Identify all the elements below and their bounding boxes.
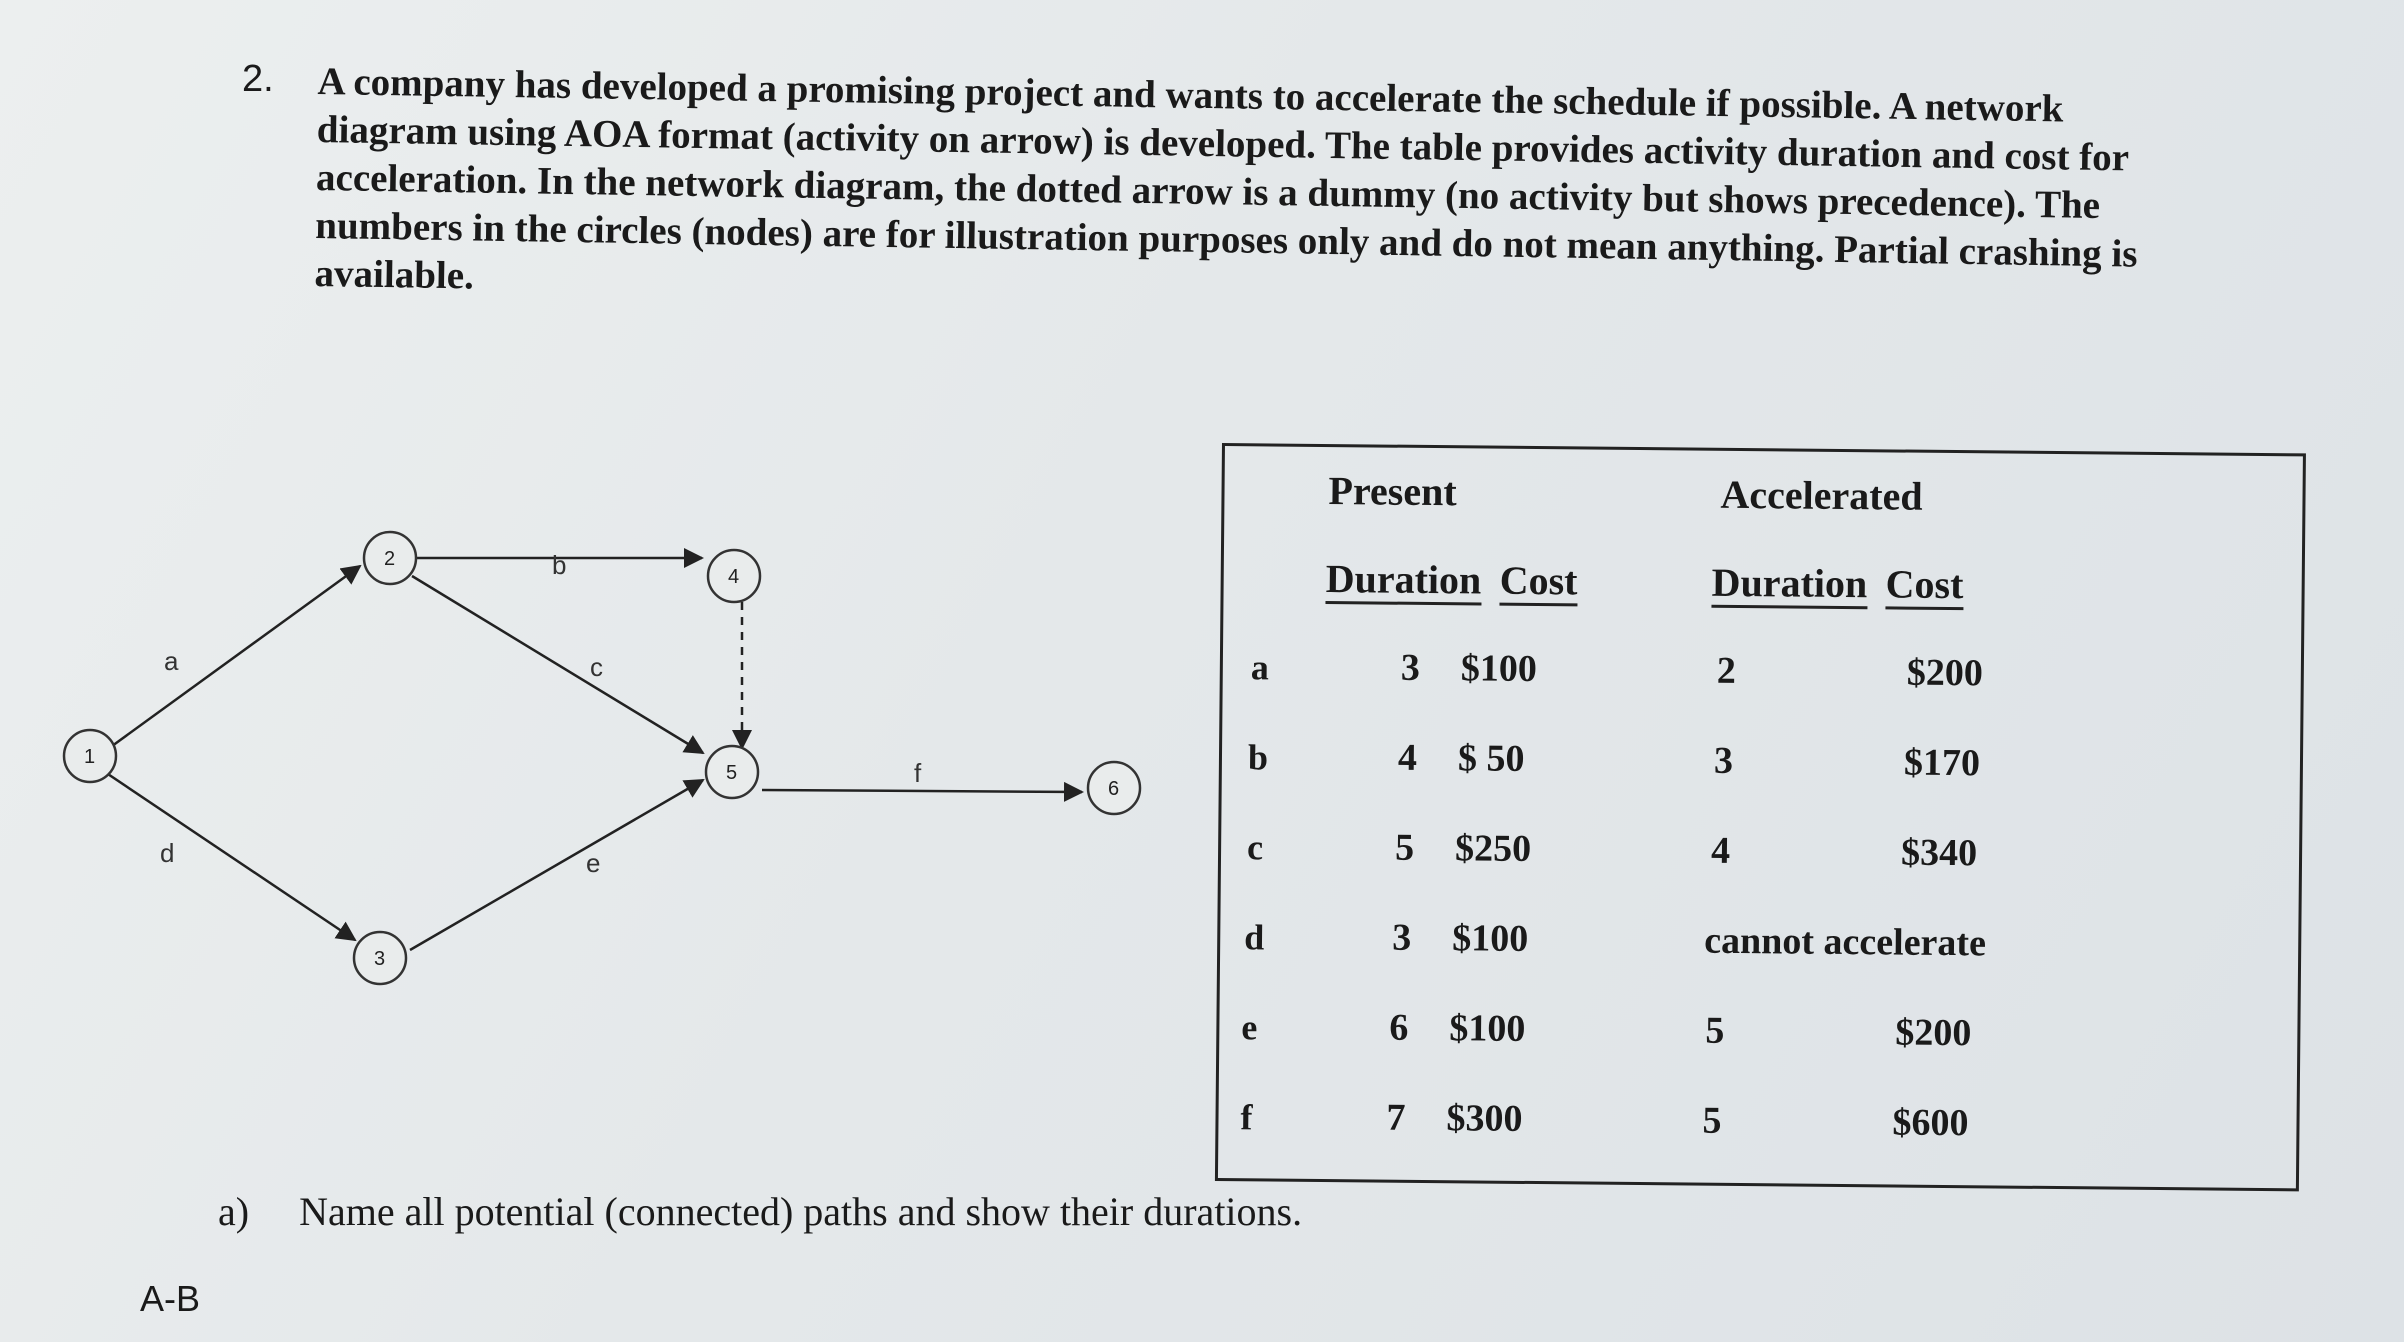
present-cost-b: $ 50: [1457, 737, 1525, 780]
activity-f: f: [1240, 1097, 1253, 1138]
edge-d-label: d: [160, 838, 175, 868]
accelerated-cost-subheader: Cost: [1885, 562, 1963, 610]
problem-number: 2.: [242, 58, 274, 100]
present-cost-f: $300: [1446, 1097, 1523, 1140]
accelerated-cost-e: $200: [1895, 1011, 1972, 1055]
accelerated-cost-f: $600: [1892, 1101, 1969, 1145]
edge-f-label: f: [914, 758, 922, 788]
edge-a-label: a: [164, 646, 179, 676]
handwritten-answer: A-B: [140, 1278, 201, 1319]
accelerated-duration-e: 5: [1705, 1009, 1725, 1052]
edge-a: [90, 566, 360, 762]
present-duration-b: 4: [1397, 736, 1418, 779]
node-5-label: 5: [726, 762, 738, 784]
activity-b: b: [1247, 737, 1269, 778]
present-cost-subheader: Cost: [1499, 559, 1577, 607]
node-2-label: 2: [384, 548, 396, 570]
present-header: Present: [1328, 468, 1457, 515]
node-3-label: 3: [374, 948, 386, 970]
present-cost-d: $100: [1452, 917, 1529, 960]
activity-c: c: [1246, 827, 1264, 868]
present-duration-d: 3: [1392, 916, 1412, 959]
node-4-label: 4: [728, 566, 740, 588]
present-duration-c: 5: [1394, 826, 1415, 869]
question-text: Name all potential (connected) paths and show their durations.: [299, 1189, 1303, 1234]
edge-f: [762, 790, 1082, 792]
problem-statement: A company has developed a promising project and wants to accelerate the schedule if possible. A network diagram using AOA format (activity on arrow) is developed. The table provides activity duration and cost for acceleration. In the network diagram, the dotted arrow is a dummy (no activity but shows precedence). The numbers in the circles (nodes) are for illustration purposes only and do not mean anything. Partial crashing is available.: [314, 59, 2138, 298]
present-cost-a: $100: [1460, 647, 1538, 691]
edge-c: [412, 576, 703, 753]
accelerated-cost-b: $170: [1903, 741, 1981, 785]
edge-c-label: c: [590, 652, 603, 682]
present-duration-f: 7: [1386, 1096, 1406, 1139]
edge-e: [410, 780, 703, 950]
node-6-label: 6: [1108, 778, 1120, 800]
accelerated-header: Accelerated: [1720, 471, 1923, 519]
present-duration-subheader: Duration: [1325, 557, 1481, 605]
activity-d: d: [1244, 917, 1265, 958]
question-label: a): [218, 1189, 250, 1234]
aoa-network-diagram: [60, 520, 1180, 1020]
accelerated-note-d: cannot accelerate: [1704, 919, 1987, 965]
accelerated-cost-c: $340: [1900, 831, 1978, 875]
accelerated-duration-b: 3: [1713, 739, 1734, 782]
accelerated-duration-f: 5: [1702, 1099, 1722, 1142]
activity-e: e: [1241, 1007, 1258, 1048]
question-a: [218, 1188, 1302, 1235]
edge-d: [90, 762, 355, 940]
accelerated-duration-a: 2: [1716, 649, 1737, 692]
activity-a: a: [1250, 647, 1270, 688]
present-duration-e: 6: [1389, 1006, 1409, 1049]
accelerated-duration-subheader: Duration: [1711, 561, 1867, 609]
present-cost-e: $100: [1449, 1007, 1526, 1050]
node-1-label: 1: [84, 746, 96, 768]
activity-table: [1215, 443, 2306, 1191]
present-cost-c: $250: [1454, 827, 1532, 870]
edge-e-label: e: [586, 848, 601, 878]
present-duration-a: 3: [1400, 646, 1421, 689]
accelerated-cost-a: $200: [1906, 651, 1984, 695]
edge-b-label: b: [552, 550, 567, 580]
accelerated-duration-c: 4: [1710, 829, 1731, 872]
